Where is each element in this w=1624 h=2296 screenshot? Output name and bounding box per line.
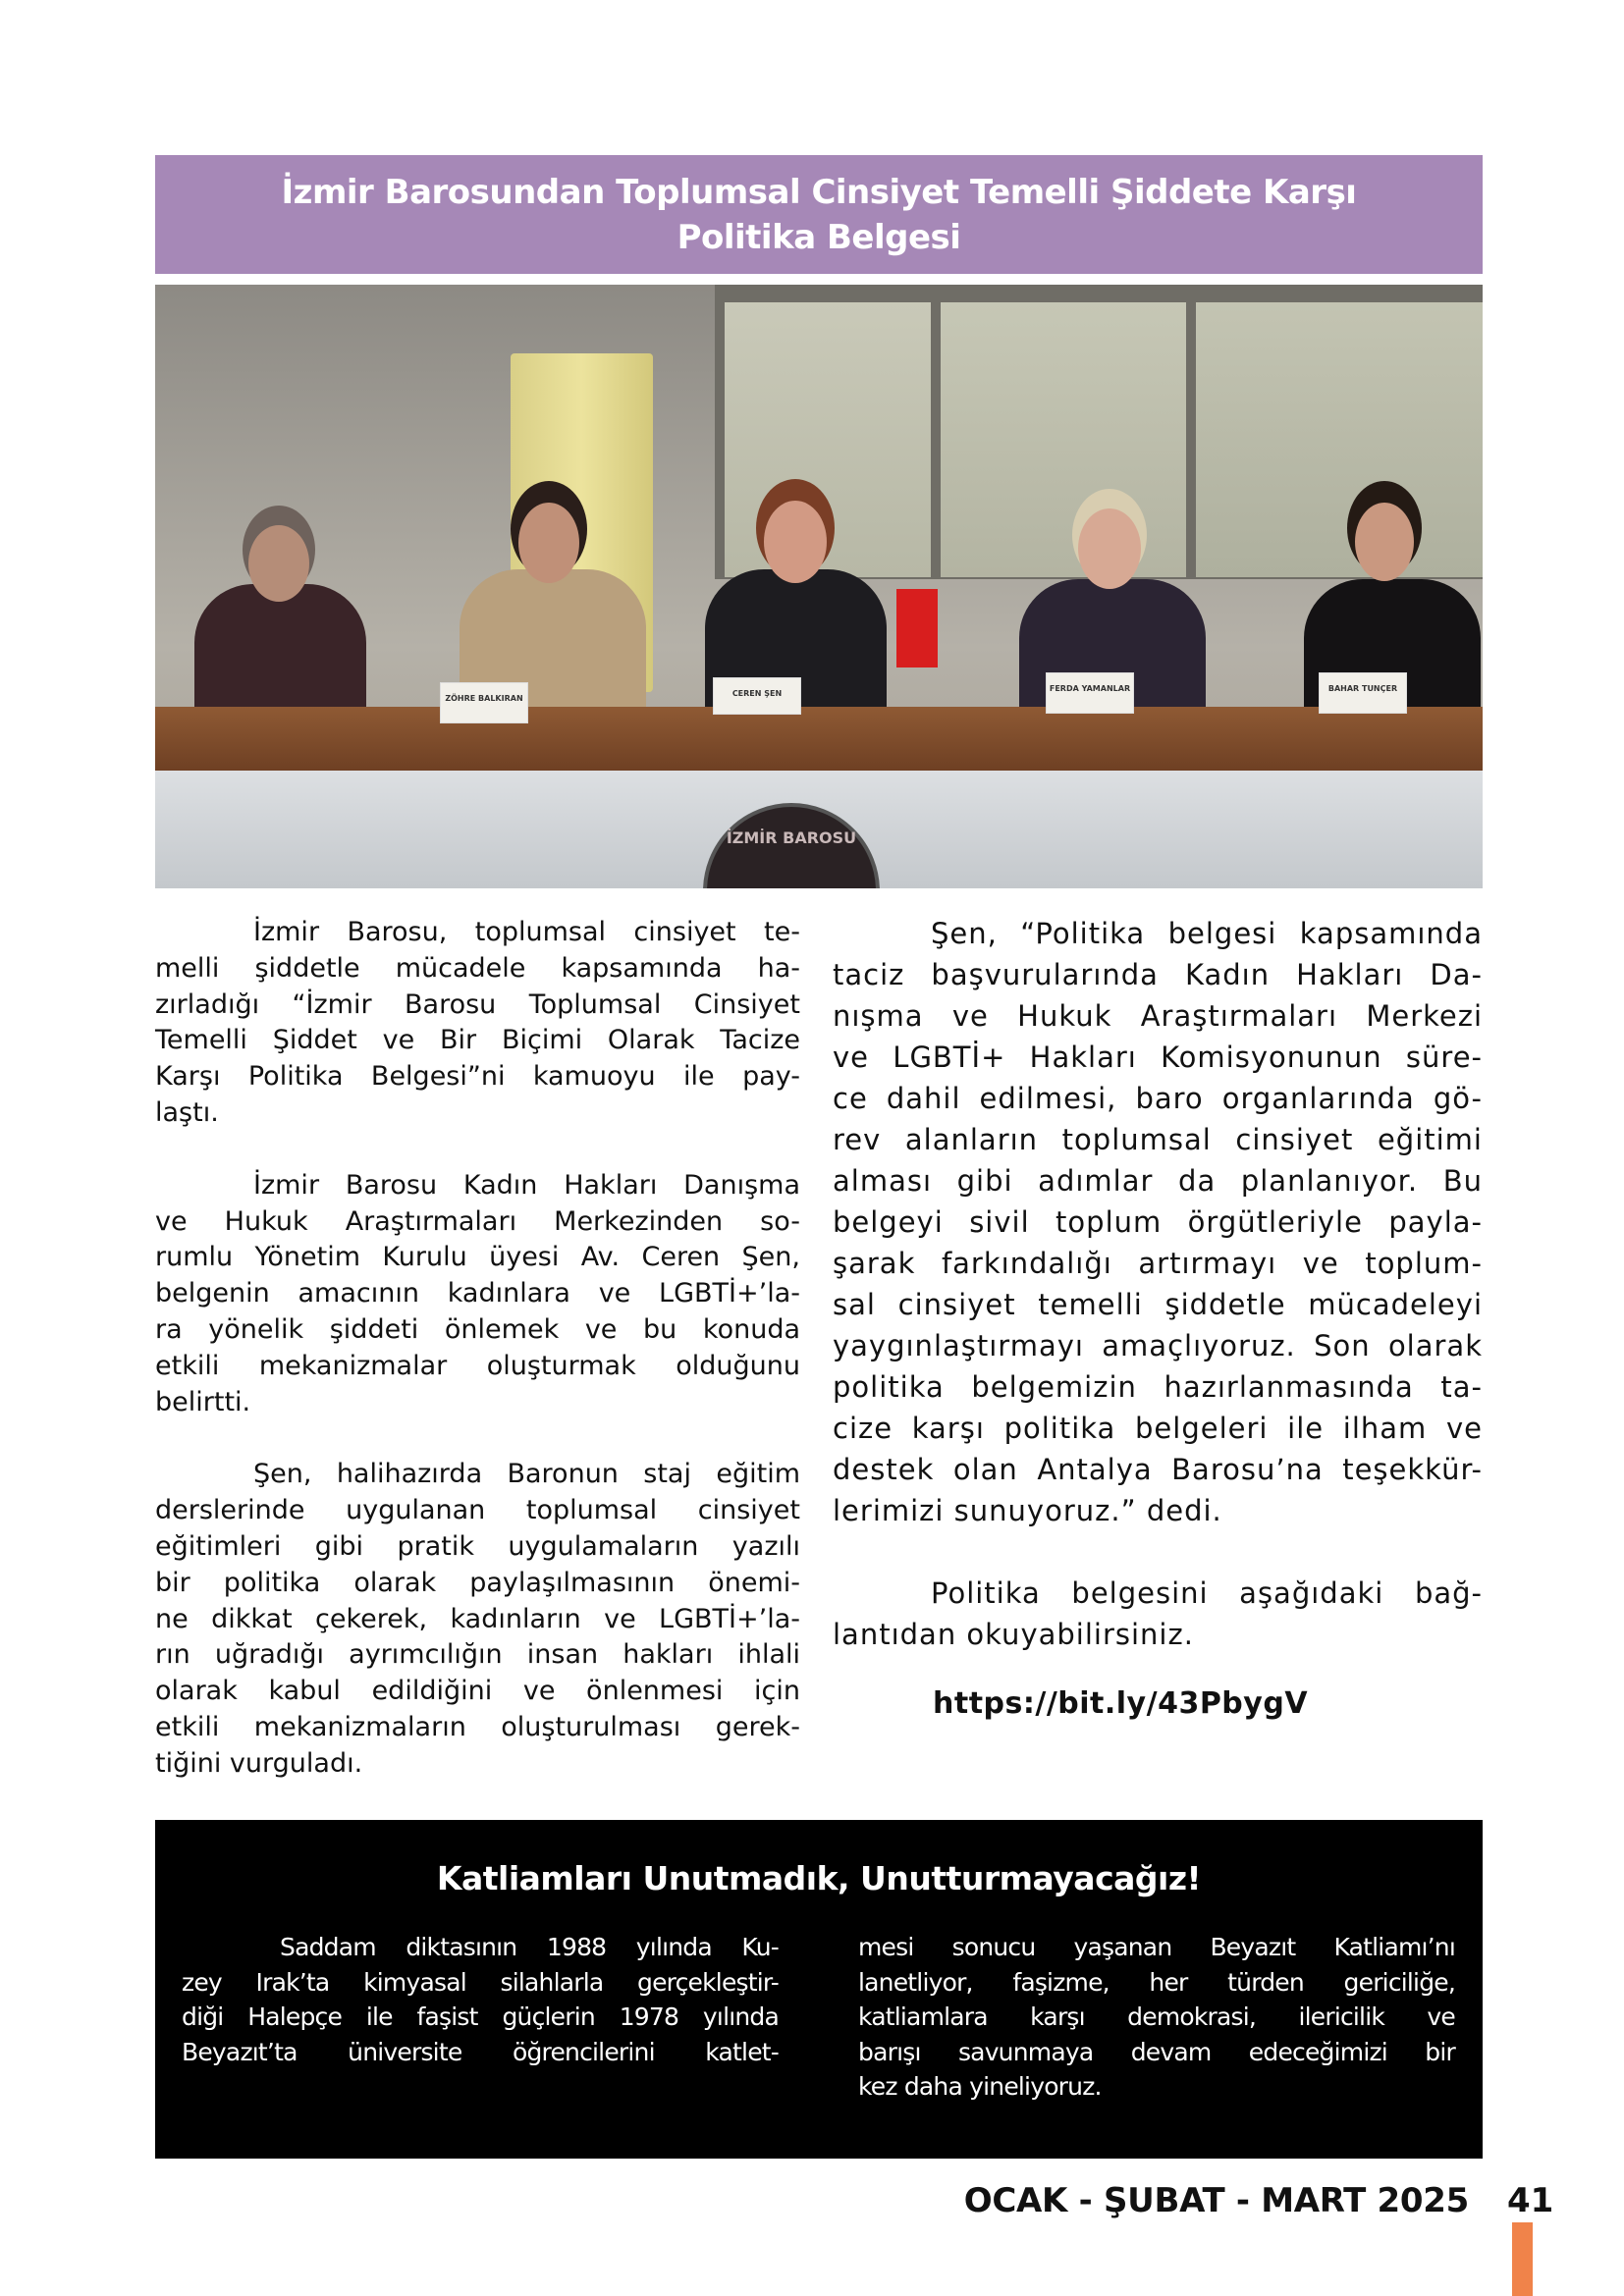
name-card: BAHAR TUNÇER xyxy=(1319,672,1407,714)
paragraph xyxy=(155,915,800,1132)
text-line: taciz başvurularında Kadın Hakları Da- xyxy=(833,958,1483,991)
text-line: derslerinde uygulanan toplumsal cinsiyet xyxy=(155,1495,800,1526)
text-line: Beyazıt’ta üniversite öğrencilerini katlet- xyxy=(182,2037,779,2066)
text-line: ra yönelik şiddeti önlemek ve bu konuda xyxy=(155,1313,800,1345)
text-line: rumlu Yönetim Kurulu üyesi Av. Ceren Şen, xyxy=(155,1242,800,1273)
text-line: politika belgemizin hazırlanmasında ta- xyxy=(833,1370,1483,1404)
text-line: etkili mekanizmalar oluşturmak olduğunu xyxy=(155,1350,800,1381)
paragraph xyxy=(155,1457,800,1782)
press-conference-photo xyxy=(155,285,1483,888)
box-left-column xyxy=(182,1930,779,2069)
paragraph xyxy=(155,1168,800,1421)
article-title-line1: İzmir Barosundan Toplumsal Cinsiyet Temelli Şiddete Karşı xyxy=(281,172,1357,212)
text-line: eğitimleri gibi pratik uygulamaların yazılı xyxy=(155,1530,800,1562)
text-line: olarak kabul edildiğini ve önlenmesi için xyxy=(155,1676,800,1707)
box-title: Katliamları Unutmadık, Unutturmayacağız! xyxy=(436,1859,1202,1897)
text-line: melli şiddetle mücadele kapsamında ha- xyxy=(155,952,800,984)
text-line: barışı savunmaya devam edeceğimizi bir xyxy=(858,2037,1455,2066)
massacres-remembrance-box xyxy=(155,1820,1483,2159)
text-line: lantıdan okuyabilirsiniz. xyxy=(833,1618,1194,1651)
paragraph xyxy=(833,1573,1483,1655)
text-line: belirtti. xyxy=(155,1386,251,1417)
page-number: 41 xyxy=(1507,2181,1554,2220)
article-title-line2: Politika Belgesi xyxy=(677,217,961,257)
text-line: şarak farkındalığı artırmayı ve toplum- xyxy=(833,1247,1483,1280)
text-line: destek olan Antalya Barosu’na teşekkür- xyxy=(833,1453,1483,1486)
text-line: belgenin amacının kadınlara ve LGBTİ+’la- xyxy=(155,1278,800,1309)
text-line: ne dikkat çekerek, kadınların ve LGBTİ+’la- xyxy=(155,1603,800,1634)
text-line: kez daha yineliyoruz. xyxy=(858,2072,1102,2101)
text-line: etkili mekanizmaların oluşturulması gerek- xyxy=(155,1711,800,1742)
text-line: zey Irak’ta kimyasal silahlarla gerçekleştir- xyxy=(182,1967,779,1997)
text-line: Temelli Şiddet ve Bir Biçimi Olarak Tacize xyxy=(155,1025,800,1056)
article-right-column xyxy=(833,913,1483,1655)
text-line: bir politika olarak paylaşılmasının önemi- xyxy=(155,1567,800,1598)
name-card: CEREN ŞEN xyxy=(713,677,801,715)
text-line: Politika belgesini aşağıdaki bağ- xyxy=(931,1576,1483,1610)
text-line: yaygınlaştırmayı amaçlıyoruz. Son olarak xyxy=(833,1329,1483,1362)
text-line: ce dahil edilmesi, baro organlarında gö- xyxy=(833,1082,1483,1115)
desk-top xyxy=(155,707,1483,775)
policy-document-link[interactable]: https://bit.ly/43PbygV xyxy=(933,1686,1309,1721)
paragraph xyxy=(833,913,1483,1531)
name-card: ZÖHRE BALKIRAN xyxy=(440,682,528,723)
turkish-flag xyxy=(896,589,938,667)
text-line: nışma ve Hukuk Araştırmaları Merkezi xyxy=(833,999,1483,1033)
text-line: belgeyi sivil toplum örgütleriyle payla- xyxy=(833,1205,1483,1239)
text-line: laştı. xyxy=(155,1096,219,1128)
issue-date: OCAK - ŞUBAT - MART 2025 xyxy=(963,2181,1469,2220)
text-line: Şen, halihazırda Baronun staj eğitim xyxy=(253,1459,800,1490)
text-line: Saddam diktasının 1988 yılında Ku- xyxy=(280,1933,779,1961)
text-line: rev alanların toplumsal cinsiyet eğitimi xyxy=(833,1123,1483,1156)
name-card: FERDA YAMANLAR xyxy=(1046,672,1134,714)
text-line: ve LGBTİ+ Hakları Komisyonunun süre- xyxy=(833,1041,1483,1074)
text-line: rın uğradığı ayrımcılığın insan hakları ihlali xyxy=(155,1639,800,1671)
text-line: lerimizi sunuyoruz.” dedi. xyxy=(833,1494,1222,1527)
text-line: mesi sonucu yaşanan Beyazıt Katliamı’nı xyxy=(858,1933,1455,1961)
text-line: katliamlara karşı demokrasi, ilericilik ve xyxy=(858,2002,1455,2031)
text-line: ve Hukuk Araştırmaları Merkezinden so- xyxy=(155,1205,800,1237)
text-line: diği Halepçe ile faşist güçlerin 1978 yılında xyxy=(182,2002,779,2031)
text-line: zırladığı “İzmir Barosu Toplumsal Cinsiyet xyxy=(155,988,800,1020)
text-line: Şen, “Politika belgesi kapsamında xyxy=(931,917,1483,950)
text-line: tiğini vurguladı. xyxy=(155,1747,363,1779)
page-accent-bar xyxy=(1512,2222,1533,2296)
text-line: İzmir Barosu, toplumsal cinsiyet te- xyxy=(253,917,800,947)
text-line: Karşı Politika Belgesi”ni kamuoyu ile pay- xyxy=(155,1061,800,1093)
text-line: lanetliyor, faşizme, her türden gericiliğe, xyxy=(858,1967,1455,1997)
article-left-column xyxy=(155,915,800,1783)
text-line: İzmir Barosu Kadın Hakları Danışma xyxy=(253,1169,800,1201)
box-right-column xyxy=(858,1930,1455,2105)
seal-text: İZMİR BAROSU xyxy=(726,828,857,847)
text-line: cize karşı politika belgeleri ile ilham ve xyxy=(833,1412,1483,1445)
text-line: alması gibi adımlar da planlanıyor. Bu xyxy=(833,1164,1483,1198)
text-line: sal cinsiyet temelli şiddetle mücadeleyi xyxy=(833,1288,1483,1321)
article-title-banner xyxy=(155,155,1483,274)
